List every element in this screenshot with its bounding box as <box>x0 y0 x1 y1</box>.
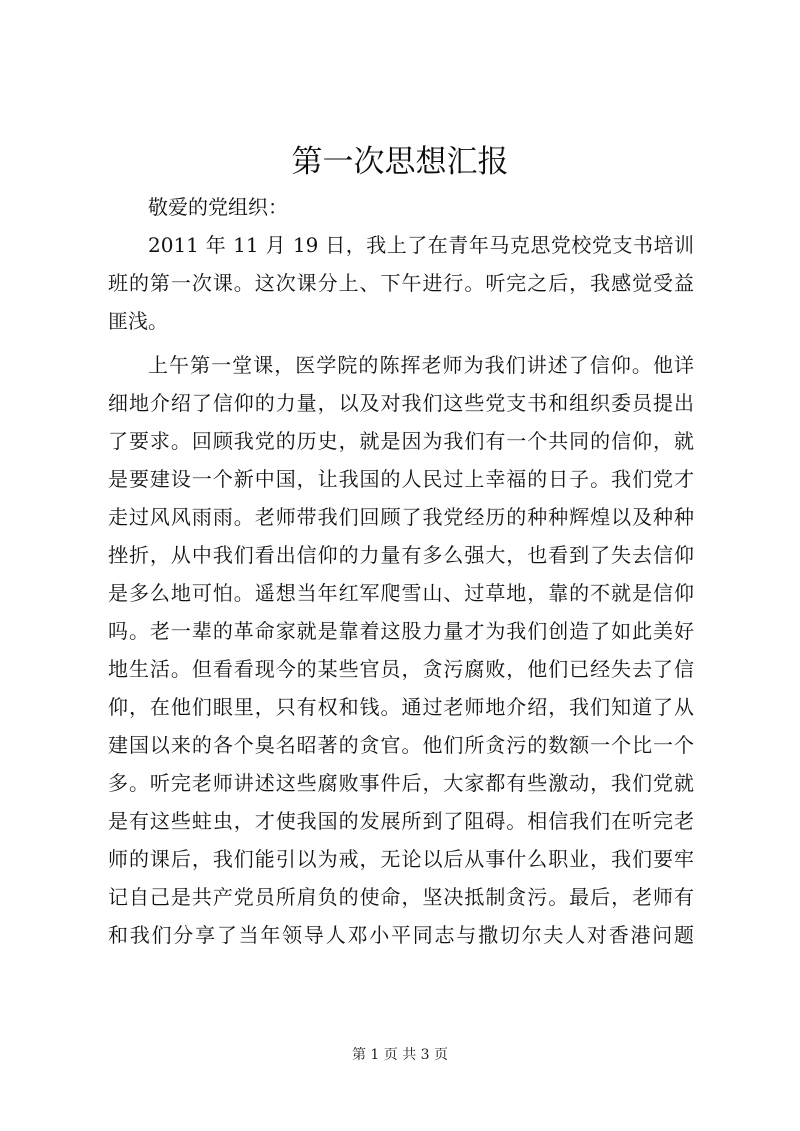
body-line: 走过风风雨雨。老师带我们回顾了我党经历的种种辉煌以及种种 <box>108 505 694 529</box>
body-line: 吗。老一辈的革命家就是靠着这股力量才为我们创造了如此美好 <box>108 619 694 643</box>
body-line: 多。听完老师讲述这些腐败事件后，大家都有些激动，我们党就 <box>108 771 694 795</box>
body-line: 2011 年 11 月 19 日，我上了在青年马克思党校党支书培训 <box>148 233 694 257</box>
greeting-line: 敬爱的党组织： <box>148 195 288 219</box>
body-line: 是多么地可怕。遥想当年红军爬雪山、过草地，靠的不就是信仰 <box>108 581 694 605</box>
body-line: 师的课后，我们能引以为戒，无论以后从事什么职业，我们要牢 <box>108 847 694 871</box>
body-line: 是要建设一个新中国，让我国的人民过上幸福的日子。我们党才 <box>108 467 694 491</box>
body-line: 建国以来的各个臭名昭著的贪官。他们所贪污的数额一个比一个 <box>108 733 694 757</box>
body-line: 仰，在他们眼里，只有权和钱。通过老师地介绍，我们知道了从 <box>108 695 694 719</box>
body-line: 记自己是共产党员所肩负的使命，坚决抵制贪污。最后，老师有 <box>108 885 694 909</box>
body-line: 匪浅。 <box>108 309 168 333</box>
body-line: 班的第一次课。这次课分上、下午进行。听完之后，我感觉受益 <box>108 271 694 295</box>
document-title: 第一次思想汇报 <box>291 144 509 180</box>
page-number-footer: 第 1 页 共 3 页 <box>351 1047 449 1063</box>
body-line: 上午第一堂课，医学院的陈挥老师为我们讲述了信仰。他详 <box>148 353 694 377</box>
body-line: 了要求。回顾我党的历史，就是因为我们有一个共同的信仰，就 <box>108 429 694 453</box>
body-line: 地生活。但看看现今的某些官员，贪污腐败，他们已经失去了信 <box>108 657 694 681</box>
body-line: 是有这些蛀虫，才使我国的发展所到了阻碍。相信我们在听完老 <box>108 809 694 833</box>
body-line: 挫折，从中我们看出信仰的力量有多么强大，也看到了失去信仰 <box>108 543 694 567</box>
body-line: 细地介绍了信仰的力量，以及对我们这些党支书和组织委员提出 <box>108 391 694 415</box>
body-line: 和我们分享了当年领导人邓小平同志与撒切尔夫人对香港问题 <box>108 923 694 947</box>
